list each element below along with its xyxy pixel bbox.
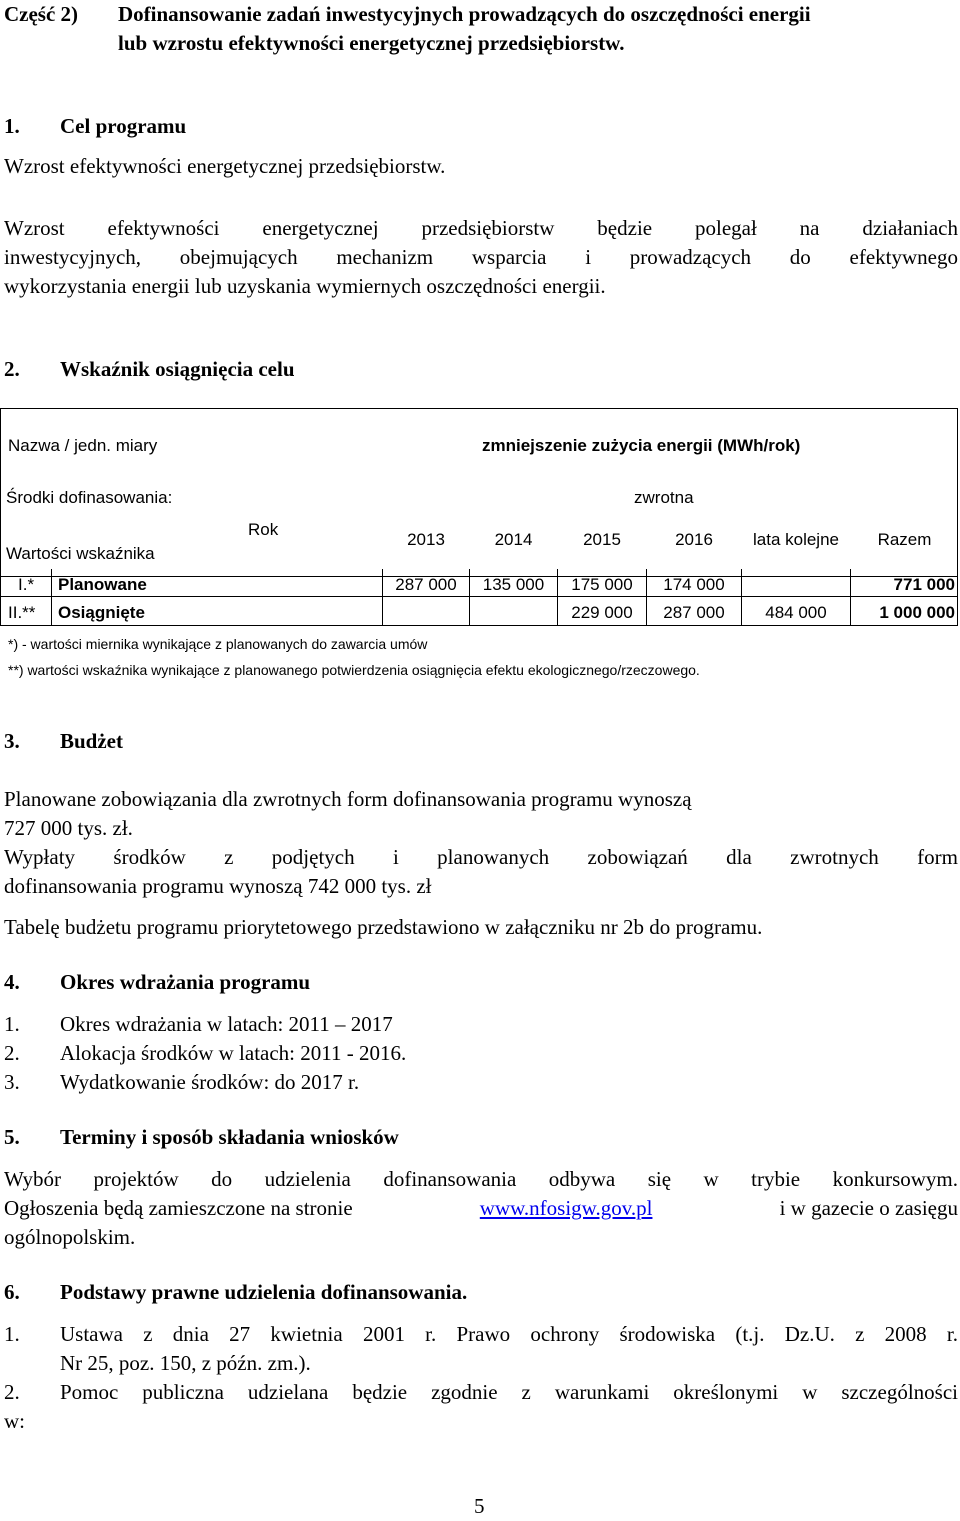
section-6-number: 6. bbox=[4, 1280, 20, 1304]
section-6-heading: Podstawy prawne udzielenia dofinansowania. bbox=[60, 1280, 468, 1304]
section-5-line2 bbox=[4, 1194, 958, 1223]
footnote-2: **) wartości wskaźnika wynikające z planowanego potwierdzenia osiągnięcia efektu ekologicznego/rzeczowego. bbox=[8, 662, 700, 678]
section-4-number: 4. bbox=[4, 970, 20, 994]
section-3-paragraph-2-line2: dofinansowania programu wynoszą 742 000 tys. zł bbox=[4, 874, 432, 898]
section-3-heading: Budżet bbox=[60, 729, 123, 753]
row-name: Osiągnięte bbox=[58, 603, 145, 622]
column-header: lata kolejne bbox=[752, 530, 839, 549]
section-3-number: 3. bbox=[4, 729, 20, 753]
name-value: zmniejszenie zużycia energii (MWh/rok) bbox=[482, 436, 801, 455]
footnote-1: *) - wartości miernika wynikające z planowanych do zawarcia umów bbox=[8, 636, 428, 652]
table-cell: 175 000 bbox=[571, 575, 633, 594]
table-cell-total: 771 000 bbox=[893, 575, 955, 594]
section-1-heading: Cel programu bbox=[60, 114, 187, 138]
page-number: 5 bbox=[474, 1494, 485, 1518]
table-cell: 174 000 bbox=[663, 575, 725, 594]
column-header: Razem bbox=[877, 530, 932, 549]
list-number: 2. bbox=[4, 1041, 20, 1065]
table-vline bbox=[51, 569, 52, 626]
nfosigw-link[interactable]: www.nfosigw.gov.pl bbox=[479, 1196, 653, 1220]
part-title-line2: lub wzrostu efektywności energetycznej przedsiębiorstw. bbox=[118, 31, 625, 55]
list-item-line1: Pomoc publiczna udzielana będzie zgodnie z warunkami określonymi w szczególności bbox=[60, 1380, 958, 1404]
part-title-line1: Dofinansowanie zadań inwestycyjnych prowadzących do oszczędności energii bbox=[118, 2, 811, 26]
name-label: Nazwa / jedn. miary bbox=[8, 436, 158, 455]
section-1-paragraph-2-line1: Wzrost efektywności energetycznej przedsiębiorstw będzie polegał na działaniach bbox=[4, 216, 958, 240]
list-number: 1. bbox=[4, 1012, 20, 1036]
table-hline bbox=[0, 596, 958, 597]
list-item: Wydatkowanie środków: do 2017 r. bbox=[60, 1070, 360, 1094]
list-item-line1: Ustawa z dnia 27 kwietnia 2001 r. Prawo ochrony środowiska (t.j. Dz.U. z 2008 r. bbox=[60, 1322, 958, 1346]
row-name: Planowane bbox=[58, 575, 147, 594]
section-1-paragraph-1: Wzrost efektywności energetycznej przedsiębiorstw. bbox=[4, 154, 446, 178]
section-3-paragraph-2-line1: Wypłaty środków z podjętych i planowanych zobowiązań dla zwrotnych form bbox=[4, 845, 958, 869]
row-id: II.** bbox=[8, 603, 36, 622]
section-1-paragraph-2-line2: inwestycyjnych, obejmujących mechanizm wsparcia i prowadzących do efektywnego bbox=[4, 245, 958, 269]
row-id: I.* bbox=[18, 575, 35, 594]
part-label: Część 2) bbox=[4, 2, 79, 26]
section-4-heading: Okres wdrażania programu bbox=[60, 970, 311, 994]
list-number: 3. bbox=[4, 1070, 20, 1094]
table-cell: 287 000 bbox=[663, 603, 725, 622]
section-2-heading: Wskaźnik osiągnięcia celu bbox=[60, 357, 295, 381]
values-label: Wartości wskaźnika bbox=[6, 544, 155, 563]
table-cell: 484 000 bbox=[765, 603, 827, 622]
section-3-paragraph-3: Tabelę budżetu programu priorytetowego przedstawiono w załączniku nr 2b do programu. bbox=[4, 915, 763, 939]
table-cell: 287 000 bbox=[395, 575, 457, 594]
section-1-paragraph-2-line3: wykorzystania energii lub uzyskania wymiernych oszczędności energii. bbox=[4, 274, 606, 298]
list-item: Okres wdrażania w latach: 2011 – 2017 bbox=[60, 1012, 393, 1036]
indicator-table bbox=[0, 408, 958, 626]
section-5-line3: ogólnopolskim. bbox=[4, 1225, 136, 1249]
section-3-paragraph-1-line2: 727 000 tys. zł. bbox=[4, 816, 133, 840]
funds-label: Środki dofinasowania: bbox=[6, 488, 173, 507]
section-5-line2-after: i w gazecie o zasięgu bbox=[779, 1196, 958, 1220]
section-5-line2-before: Ogłoszenia będą zamieszczone na stronie bbox=[4, 1196, 353, 1220]
column-header: 2013 bbox=[407, 530, 445, 549]
table-cell-total: 1 000 000 bbox=[879, 603, 955, 622]
section-5-heading: Terminy i sposób składania wniosków bbox=[60, 1125, 399, 1149]
rok-label: Rok bbox=[248, 520, 279, 539]
column-header: 2014 bbox=[494, 530, 533, 549]
section-2-number: 2. bbox=[4, 357, 20, 381]
list-item-line2: Nr 25, poz. 150, z późn. zm.). bbox=[60, 1351, 311, 1375]
table-cell: 135 000 bbox=[482, 575, 545, 594]
list-number: 2. bbox=[4, 1380, 20, 1404]
section-1-number: 1. bbox=[4, 114, 20, 138]
list-item-line2: w: bbox=[4, 1409, 25, 1433]
section-3-paragraph-1-line1: Planowane zobowiązania dla zwrotnych form dofinansowania programu wynoszą bbox=[4, 787, 692, 811]
section-5-line1: Wybór projektów do udzielenia dofinansowania odbywa się w trybie konkursowym. bbox=[4, 1167, 958, 1191]
list-number: 1. bbox=[4, 1322, 20, 1346]
table-cell: 229 000 bbox=[571, 603, 633, 622]
funds-value: zwrotna bbox=[634, 488, 694, 507]
section-5-number: 5. bbox=[4, 1125, 20, 1149]
column-header: 2015 bbox=[583, 530, 621, 549]
column-header: 2016 bbox=[675, 530, 713, 549]
list-item: Alokacja środków w latach: 2011 - 2016. bbox=[60, 1041, 407, 1065]
